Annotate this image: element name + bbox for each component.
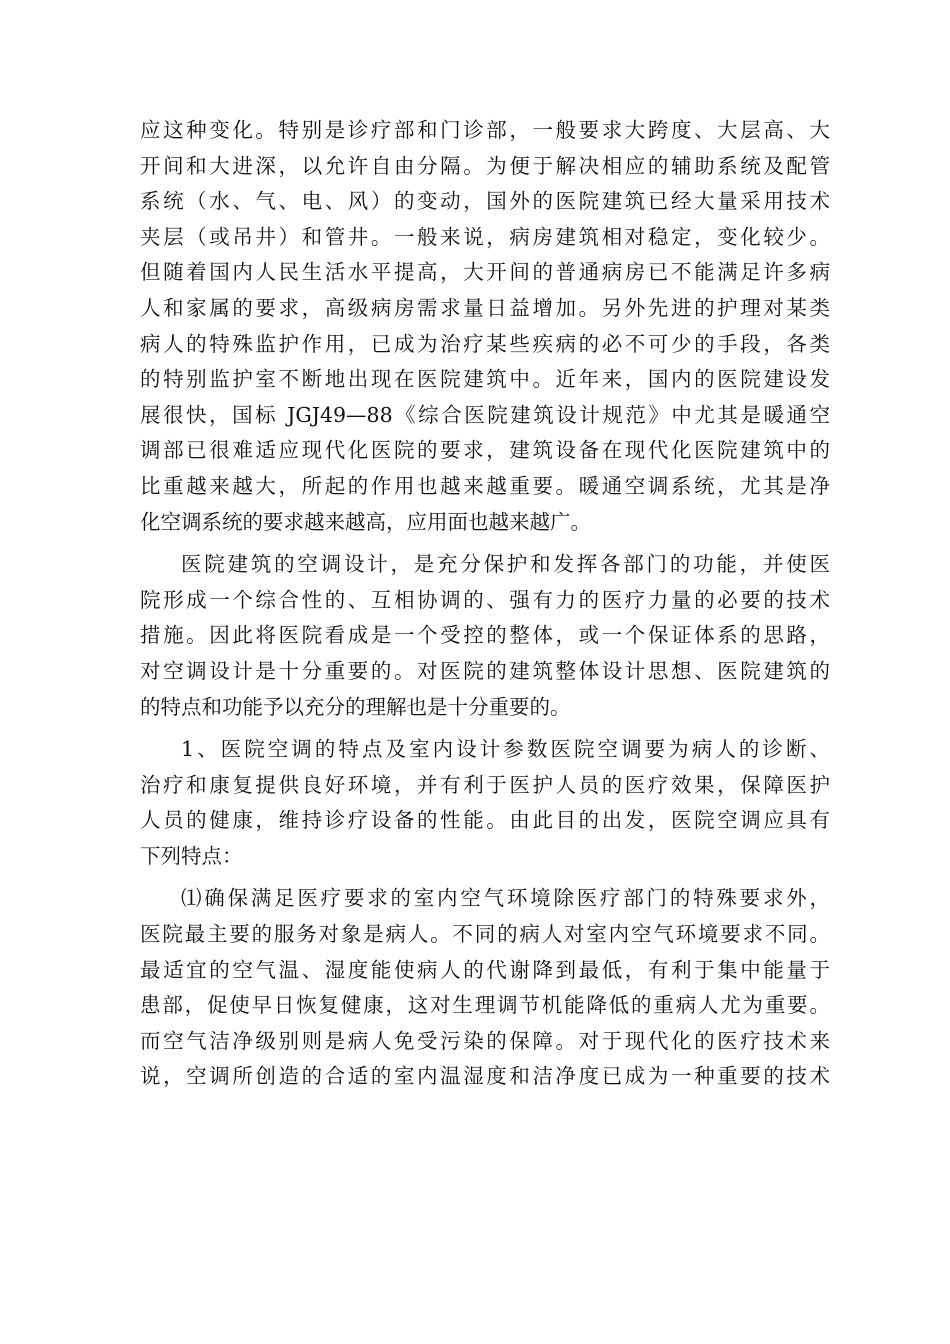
text-line: 但随着国内人民生活水平提高，大开间的普通病房已不能满足许多病 <box>140 260 830 285</box>
text-line: 1、医院空调的特点及室内设计参数医院空调要为病人的诊断、 <box>181 737 830 762</box>
text-line: 的特点和功能予以充分的理解也是十分重要的。 <box>140 694 571 719</box>
text-line: 比重越来越大，所起的作用也越来越重要。暖通空调系统，尤其是净 <box>140 473 830 498</box>
text-line: 治疗和康复提供良好环境，并有利于医护人员的医疗效果，保障医护 <box>140 772 830 797</box>
paragraph-4 <box>140 881 830 1095</box>
text-line: 最适宜的空气温、湿度能使病人的代谢降到最低，有利于集中能量于 <box>140 957 830 982</box>
text-line: ⑴确保满足医疗要求的室内空气环境除医疗部门的特殊要求外， <box>181 886 830 911</box>
text-line: 而空气洁净级别则是病人免受污染的保障。对于现代化的医疗技术来 <box>140 1028 830 1053</box>
text-line: 人员的健康，维持诊疗设备的性能。由此目的出发，医院空调应具有 <box>140 808 830 833</box>
text-line: 对空调设计是十分重要的。对医院的建筑整体设计思想、医院建筑的 <box>140 658 830 683</box>
text-line: 措施。因此将医院看成是一个受控的整体，或一个保证体系的思路， <box>140 623 830 648</box>
text-line: 医院最主要的服务对象是病人。不同的病人对室内空气环境要求不同。 <box>140 922 830 947</box>
text-line: 病人的特殊监护作用，已成为治疗某些疾病的必不可少的手段，各类 <box>140 331 830 356</box>
text-line: 患部，促使早日恢复健康，这对生理调节机能降低的重病人尤为重要。 <box>140 993 830 1018</box>
text-line: 下列特点： <box>140 843 243 868</box>
text-line: 夹层（或吊井）和管井。一般来说，病房建筑相对稳定，变化较少。 <box>140 224 830 249</box>
text-line: 展很快，国标 JGJ49—88《综合医院建筑设计规范》中尤其是暖通空 <box>140 402 830 427</box>
text-line: 化空调系统的要求越来越高，应用面也越来越广。 <box>140 509 591 534</box>
paragraph-2 <box>140 547 830 725</box>
body-text <box>140 113 830 1095</box>
paragraph-1 <box>140 113 830 540</box>
text-line: 应这种变化。特别是诊疗部和门诊部，一般要求大跨度、大层高、大 <box>140 118 830 142</box>
text-line: 调部已很难适应现代化医院的要求，建筑设备在现代化医院建筑中的 <box>140 438 830 463</box>
text-line: 人和家属的要求，高级病房需求量日益增加。另外先进的护理对某类 <box>140 295 830 320</box>
text-line: 系统（水、气、电、风）的变动，国外的医院建筑已经大量采用技术 <box>140 189 830 214</box>
text-line: 开间和大进深，以允许自由分隔。为便于解决相应的辅助系统及配管 <box>140 153 830 178</box>
text-line: 院形成一个综合性的、互相协调的、强有力的医疗力量的必要的技术 <box>140 587 830 612</box>
text-line: 医院建筑的空调设计，是充分保护和发挥各部门的功能，并使医 <box>181 552 830 577</box>
text-line: 说，空调所创造的合适的室内温湿度和洁净度已成为一种重要的技术 <box>140 1064 830 1089</box>
paragraph-3 <box>140 732 830 874</box>
text-line: 的特别监护室不断地出现在医院建筑中。近年来，国内的医院建设发 <box>140 367 830 392</box>
